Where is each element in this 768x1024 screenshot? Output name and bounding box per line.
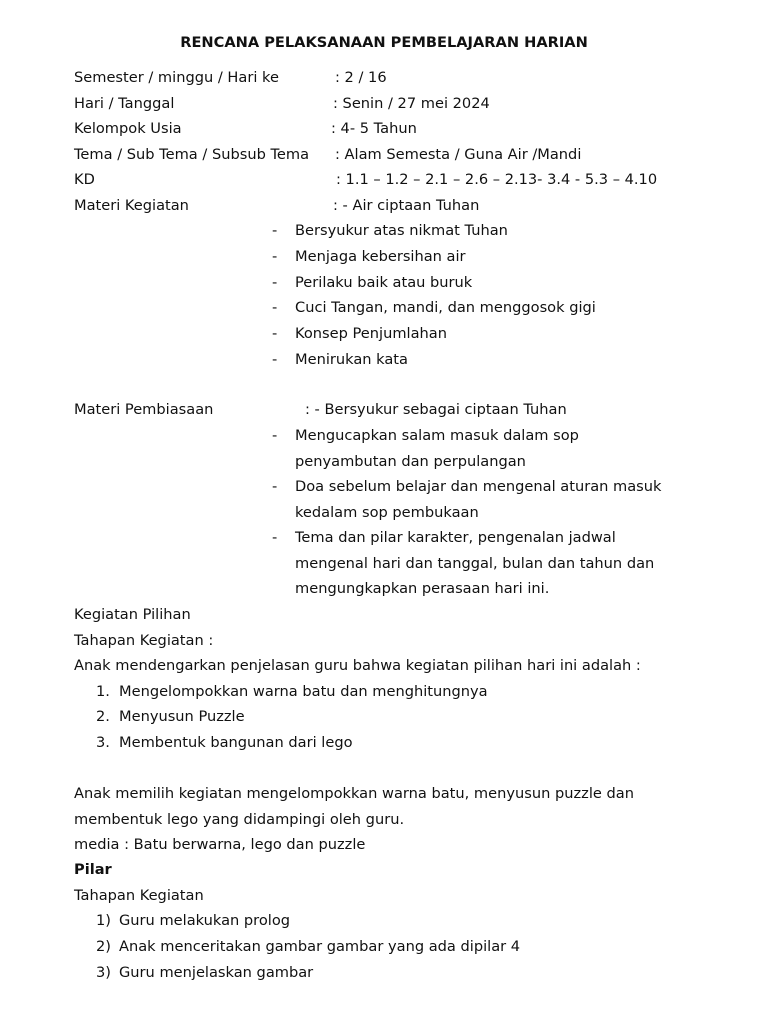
list-item: Cuci Tangan, mandi, dan menggosok gigi bbox=[295, 299, 596, 316]
kegiatan-paragraph-line: Anak memilih kegiatan mengelompokkan warna batu, menyusun puzzle dan bbox=[74, 785, 634, 802]
field-kd-label: KD bbox=[74, 171, 95, 188]
field-semester-label: Semester / minggu / Hari ke bbox=[74, 69, 279, 86]
list-item: Guru melakukan prolog bbox=[119, 912, 291, 929]
field-tema-label: Tema / Sub Tema / Subsub Tema bbox=[74, 146, 310, 163]
list-item: Mengucapkan salam masuk dalam sop bbox=[295, 427, 579, 444]
materi-pembiasaan-value: : - Bersyukur sebagai ciptaan Tuhan bbox=[305, 401, 567, 418]
list-dash: - bbox=[272, 529, 278, 546]
list-number: 3. bbox=[96, 734, 110, 751]
materi-pembiasaan-label: Materi Pembiasaan bbox=[74, 401, 214, 418]
list-item: Tema dan pilar karakter, pengenalan jadwal bbox=[295, 529, 616, 546]
list-item-continuation: penyambutan dan perpulangan bbox=[295, 453, 526, 470]
list-dash: - bbox=[272, 222, 278, 239]
list-number: 3) bbox=[96, 964, 111, 981]
field-kelompok-label: Kelompok Usia bbox=[74, 120, 182, 137]
list-dash: - bbox=[272, 351, 278, 368]
list-dash: - bbox=[272, 478, 278, 495]
list-item: Bersyukur atas nikmat Tuhan bbox=[295, 222, 508, 239]
list-item: Membentuk bangunan dari lego bbox=[119, 734, 353, 751]
document-title: RENCANA PELAKSANAAN PEMBELAJARAN HARIAN bbox=[180, 34, 588, 51]
list-item-continuation: mengenal hari dan tanggal, bulan dan tahun dan bbox=[295, 555, 655, 572]
list-item: Menyusun Puzzle bbox=[119, 708, 245, 725]
field-hari-label: Hari / Tanggal bbox=[74, 95, 175, 112]
field-kd-value: : 1.1 – 1.2 – 2.1 – 2.6 – 2.13- 3.4 - 5.3 – 4.10 bbox=[336, 171, 658, 188]
pilar-tahapan-label: Tahapan Kegiatan bbox=[74, 887, 204, 904]
list-dash: - bbox=[272, 299, 278, 316]
list-number: 2. bbox=[96, 708, 110, 725]
list-item: Mengelompokkan warna batu dan menghitungnya bbox=[119, 683, 488, 700]
list-number: 2) bbox=[96, 938, 111, 955]
list-item: Perilaku baik atau buruk bbox=[295, 274, 473, 291]
field-semester-value: : 2 / 16 bbox=[335, 69, 387, 86]
field-hari-value: : Senin / 27 mei 2024 bbox=[333, 95, 490, 112]
list-dash: - bbox=[272, 274, 278, 291]
list-number: 1. bbox=[96, 683, 110, 700]
list-item: Menjaga kebersihan air bbox=[295, 248, 466, 265]
kegiatan-pilihan-heading: Kegiatan Pilihan bbox=[74, 606, 191, 623]
list-number: 1) bbox=[96, 912, 111, 929]
list-item: Doa sebelum belajar dan mengenal aturan masuk bbox=[295, 478, 662, 495]
field-materi-kegiatan-value: : - Air ciptaan Tuhan bbox=[333, 197, 480, 214]
list-item-continuation: mengungkapkan perasaan hari ini. bbox=[295, 580, 550, 597]
list-item: Konsep Penjumlahan bbox=[295, 325, 447, 342]
list-dash: - bbox=[272, 325, 278, 342]
list-item-continuation: kedalam sop pembukaan bbox=[295, 504, 479, 521]
field-materi-kegiatan-label: Materi Kegiatan bbox=[74, 197, 189, 214]
list-item: Menirukan kata bbox=[295, 351, 408, 368]
field-tema-value: : Alam Semesta / Guna Air /Mandi bbox=[335, 146, 582, 163]
list-item: Anak menceritakan gambar gambar yang ada dipilar 4 bbox=[119, 938, 521, 955]
list-dash: - bbox=[272, 427, 278, 444]
tahapan-kegiatan-label: Tahapan Kegiatan : bbox=[74, 632, 214, 649]
media-line: media : Batu berwarna, lego dan puzzle bbox=[74, 836, 366, 853]
kegiatan-intro: Anak mendengarkan penjelasan guru bahwa kegiatan pilihan hari ini adalah : bbox=[74, 657, 641, 674]
list-item: Guru menjelaskan gambar bbox=[119, 964, 314, 981]
pilar-heading: Pilar bbox=[74, 861, 112, 878]
field-kelompok-value: : 4- 5 Tahun bbox=[331, 120, 417, 137]
kegiatan-paragraph-line: membentuk lego yang didampingi oleh guru. bbox=[74, 811, 405, 828]
list-dash: - bbox=[272, 248, 278, 265]
